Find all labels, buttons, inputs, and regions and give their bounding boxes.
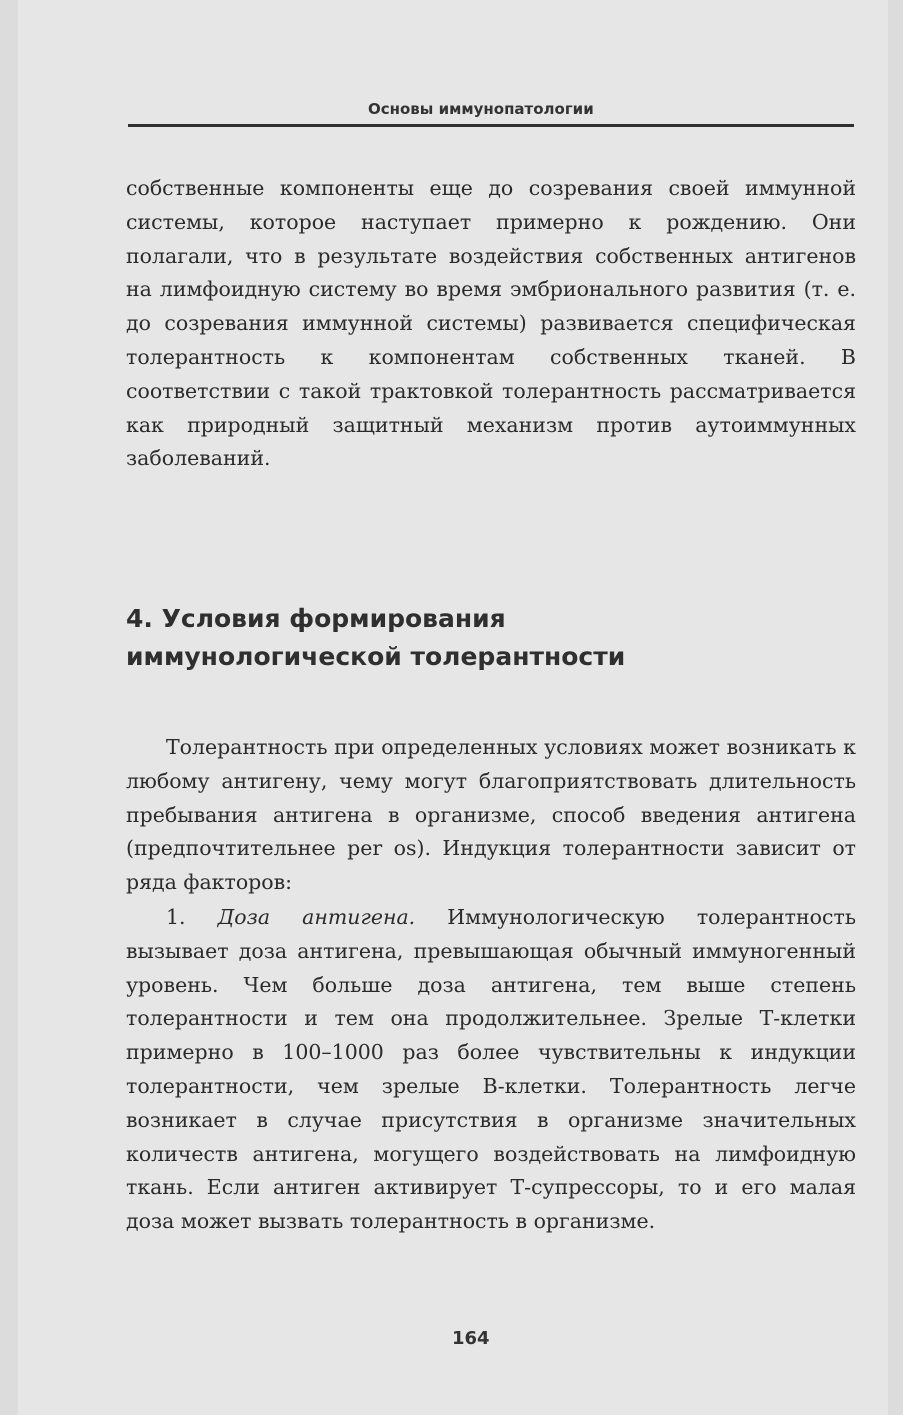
- running-header: [128, 98, 854, 127]
- list-number: 1.: [166, 905, 186, 929]
- list-term: Доза антигена.: [217, 905, 416, 929]
- paragraph-dose: [126, 901, 856, 1239]
- page-number: 164: [452, 1328, 490, 1349]
- section-heading-line2: иммунологической толерантности: [126, 642, 626, 671]
- running-header-title: Основы иммунопатологии: [368, 100, 594, 118]
- section-heading: [126, 600, 856, 676]
- list-text: Иммунологическую толерантность вызывает доза антигена, превышающая обычный иммуногенный уровень. Чем больше доза антигена, тем выше степень толерантности и тем она продолжительнее. Зрелые Т-клетки примерно в 100–1000 раз более чувствительны к индукции толерантности, чем зрелые В-клетки. Толерантность легче возникает в случае присутствия в организме значительных количеств антигена, могущего воздействовать на лимфоидную ткань. Если антиген активирует Т-супрессоры, то и его малая доза может вызвать толерантность в организме.: [126, 905, 856, 1234]
- paragraph-continuation: собственные компоненты еще до созревания своей иммунной системы, которое наступает примерно к рождению. Они полагали, что в результате воздействия собственных антигенов на лимфоидную систему во время эмбрионального развития (т. е. до созревания иммунной системы) развивается специфическая толерантность к компонентам собственных тканей. В соответствии с такой трактовкой толерантность рассматривается как природный защитный механизм против аутоиммунных заболеваний.: [126, 176, 856, 471]
- section-heading-line1: 4. Условия формирования: [126, 604, 506, 633]
- paragraph-intro: Толерантность при определенных условиях может возникать к любому антигену, чему могут благоприятствовать длительность пребывания антигена в организме, способ введения антигена (предпочтительнее per os). Индукция толерантности зависит от ряда факторов:: [126, 735, 856, 895]
- book-page: [18, 0, 888, 1415]
